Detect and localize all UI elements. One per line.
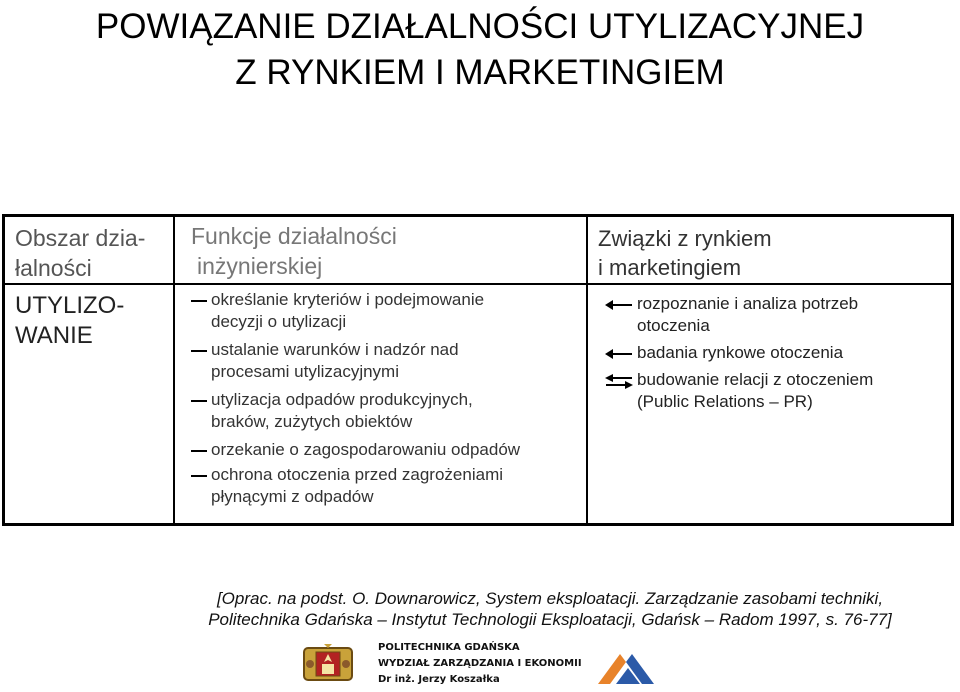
university-crest-icon — [302, 642, 354, 684]
list-item — [605, 369, 950, 413]
function-text: płynącymi z odpadów — [211, 487, 374, 506]
list-item — [191, 389, 571, 433]
function-text: orzekanie o zagospodarowaniu odpadów — [211, 440, 521, 459]
reference-line: Politechnika Gdańska – Instytut Technologii Eksploatacji, Gdańsk – Radom 1997, s. 76-77] — [208, 610, 892, 629]
title-line-2: Z RYNKIEM I MARKETINGIEM — [235, 53, 725, 92]
col1-header-line: Obszar dzia- — [15, 225, 146, 251]
list-item — [191, 289, 571, 333]
column-divider-2 — [586, 217, 588, 523]
function-text: decyzji o utylizacji — [211, 312, 347, 331]
relation-text: (Public Relations – PR) — [637, 392, 813, 411]
relation-text: rozpoznanie i analiza potrzeb — [637, 294, 859, 313]
column-divider-1 — [173, 217, 175, 523]
footer-line: Dr inż. Jerzy Koszałka — [378, 674, 500, 685]
functions-list — [191, 289, 571, 514]
col2-header-line: Funkcje działalności — [191, 223, 397, 249]
relation-text: budowanie relacji z otoczeniem — [637, 370, 874, 389]
list-item — [191, 439, 571, 461]
dash-bullet — [191, 350, 207, 352]
list-item — [191, 339, 571, 383]
col3-header-line: Związki z rynkiem — [598, 226, 772, 251]
list-item — [605, 293, 950, 337]
header-divider — [5, 283, 951, 285]
function-text: utylizacja odpadów produkcyjnych, — [211, 390, 473, 409]
function-text: procesami utylizacyjnymi — [211, 362, 399, 381]
left-arrow-icon — [605, 297, 633, 313]
reference-line: [Oprac. na podst. O. Downarowicz, System eksploatacji. Zarządzanie zasobami techniki, — [216, 589, 884, 608]
relation-text: badania rynkowe otoczenia — [637, 343, 844, 362]
col1-header-line: łalności — [15, 255, 92, 281]
area-value-line: WANIE — [15, 322, 93, 349]
area-value-line: UTYLIZO- — [15, 292, 125, 319]
reference-note — [150, 588, 950, 630]
footer-institution — [378, 640, 582, 688]
footer-line: WYDZIAŁ ZARZĄDZANIA I EKONOMII — [378, 658, 582, 669]
relation-text: otoczenia — [637, 316, 710, 335]
dash-bullet — [191, 475, 207, 477]
relations-table — [2, 214, 954, 526]
title-line-1: POWIĄZANIE DZIAŁALNOŚCI UTYLIZACYJNEJ — [95, 7, 865, 46]
col3-header — [598, 224, 772, 282]
function-text: ustalanie warunków i nadzór nad — [211, 340, 459, 359]
left-arrow-icon — [605, 346, 633, 362]
col2-header — [191, 221, 397, 281]
function-text: określanie kryteriów i podejmowanie — [211, 290, 485, 309]
function-text: braków, zużytych obiektów — [211, 412, 413, 431]
col3-header-line: i marketingiem — [598, 255, 742, 280]
list-item — [191, 464, 571, 508]
col1-header — [15, 223, 145, 283]
relations-list — [605, 293, 950, 418]
dash-bullet — [191, 450, 207, 452]
area-value — [15, 291, 124, 351]
footer-line: POLITECHNIKA GDAŃSKA — [378, 642, 520, 653]
dash-bullet — [191, 300, 207, 302]
page-title — [0, 4, 960, 96]
dash-bullet — [191, 400, 207, 402]
faculty-logo-icon — [590, 646, 660, 686]
list-item — [605, 342, 950, 364]
double-arrow-icon — [605, 373, 633, 389]
function-text: ochrona otoczenia przed zagrożeniami — [211, 465, 504, 484]
col2-header-line: inżynierskiej — [197, 253, 323, 279]
